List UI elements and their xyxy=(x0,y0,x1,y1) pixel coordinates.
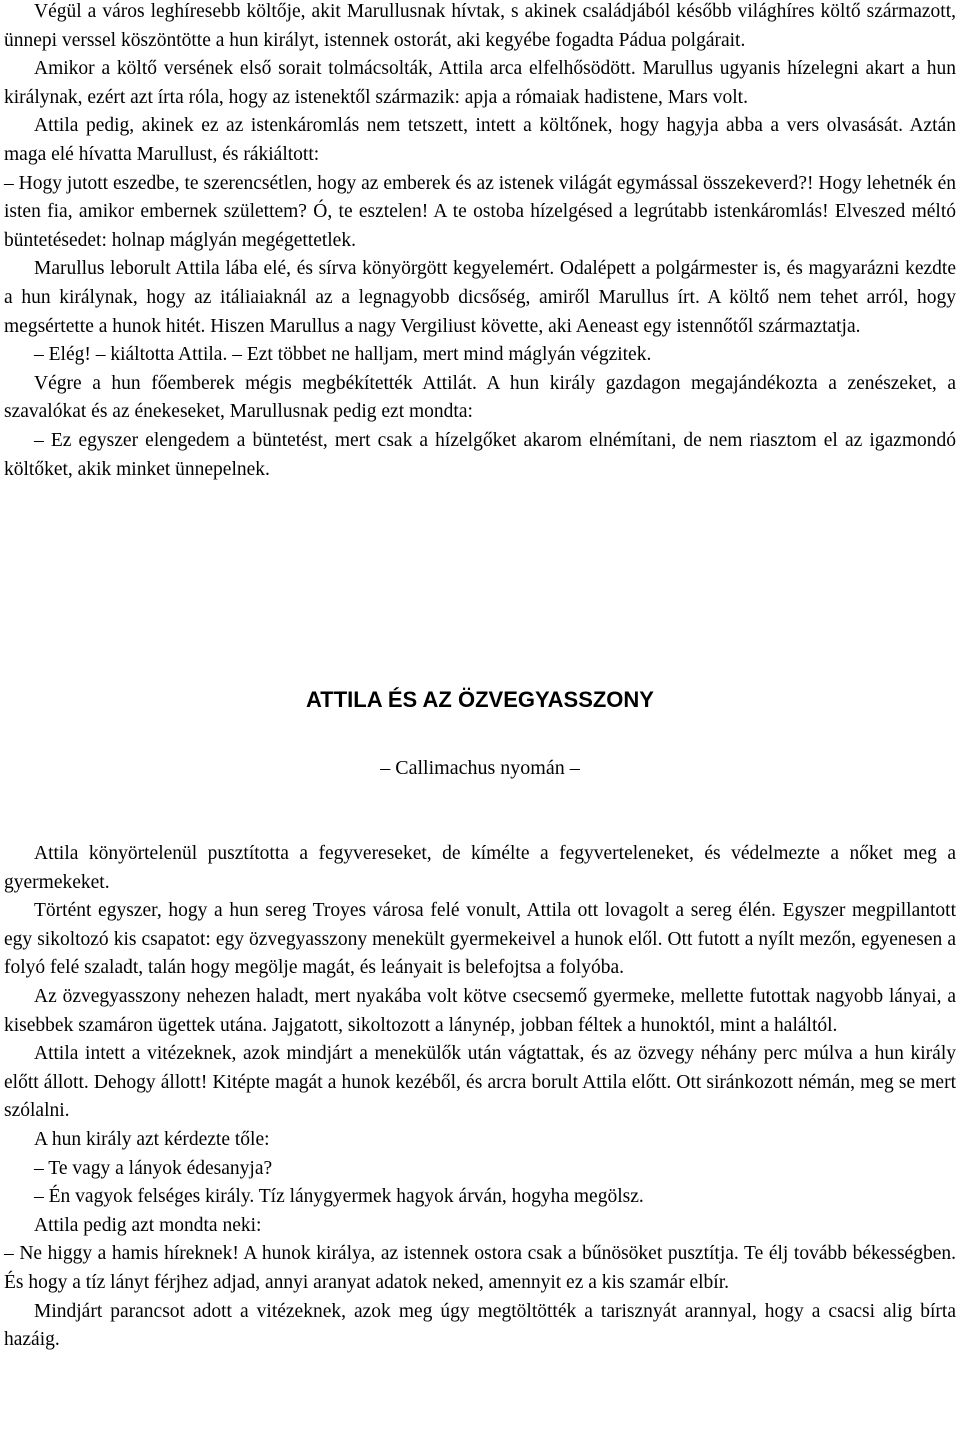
dialogue-paragraph: – Ne higgy a hamis híreknek! A hunok királya, az istennek ostora csak a bűnösöket pusztítja. Te élj tovább békességben. És hogy a tíz lányt férjhez adjad, annyi aranyat adatok neked, amennyit ez a kis szamár elbír. xyxy=(4,1243,956,1293)
paragraph: Történt egyszer, hogy a hun sereg Troyes városa felé vonult, Attila ott lovagolt a sereg élén. Egyszer megpillantott egy sikoltozó kis csapatot: egy özvegyasszony menekült gyermekeivel a hunok elől. Ott futott a nyílt mezőn, egyenesen a folyó felé szaladt, talán hogy megölje magát, és leányait is belefojtsa a folyóba. xyxy=(4,900,956,979)
dialogue-paragraph: – Hogy jutott eszedbe, te szerencsétlen, hogy az emberek és az istenek világát egymással összekeverd?! Hogy lehetnék én isten fia, amikor embernek születtem? Ó, te esztelen! A te ostoba hízelgésed a legrútabb istenkáromlás! Elveszed méltó büntetésedet: holnap máglyán megégettetlek. xyxy=(4,172,956,251)
dialogue-paragraph: – Ez egyszer elengedem a büntetést, mert csak a hízelgőket akarom elnémítani, de nem riasztom el az igazmondó költőket, akik minket ünnepelnek. xyxy=(4,429,956,480)
paragraph: Végül a város leghíresebb költője, akit Marullusnak hívtak, s akinek családjából később világhíres költő származott, ünnepi verssel köszöntötte a hun királyt, istennek ostorát, aki kegyébe fogadta Pádua polgárait. xyxy=(4,1,956,51)
paragraph: A hun király azt kérdezte tőle: xyxy=(34,1128,270,1150)
paragraph: Amikor a költő versének első sorait tolmácsolták, Attila arca elfelhősödött. Marullus ugyanis hízelegni akart a hun királynak, ezért azt írta róla, hogy az istenektől származik: apja a rómaiak hadistene, Mars volt. xyxy=(4,58,956,108)
paragraph: Végre a hun főemberek mégis megbékítették Attilát. A hun király gazdagon megajándékozta a zenészeket, a szavalókat és az énekeseket, Marullusnak pedig ezt mondta: xyxy=(4,372,956,423)
paragraph: Marullus leborult Attila lába elé, és sírva könyörgött kegyelemért. Odalépett a polgármester is, és magyarázni kezdte a hun királynak, hogy az itáliaiaknál az a legnagyobb dicsőség, amiről Marullus írt. A költő nem tehet arról, hogy megsértette a hunok hitét. Hiszen Marullus a nagy Vergiliust követte, aki Aeneast egy istennőtől származtatja. xyxy=(4,258,956,337)
chapter-subtitle: – Callimachus nyomán – xyxy=(380,757,580,779)
dialogue-paragraph: – Te vagy a lányok édesanyja? xyxy=(34,1157,273,1179)
paragraph: Attila könyörtelenül pusztította a fegyvereseket, de kímélte a fegyverteleneket, és védelmezte a nőket meg a gyermekeket. xyxy=(4,843,956,893)
paragraph: Attila pedig, akinek ez az istenkáromlás nem tetszett, intett a költőnek, hogy hagyja abba a vers olvasását. Aztán maga elé hívatta Marullust, és rákiáltott: xyxy=(4,115,956,165)
dialogue-paragraph: – Elég! – kiáltotta Attila. – Ezt többet ne halljam, mert mind máglyán végzitek. xyxy=(34,344,652,366)
story-section-widow xyxy=(4,840,956,1355)
dialogue-paragraph: – Én vagyok felséges király. Tíz lánygyermek hagyok árván, hogyha megölsz. xyxy=(34,1186,644,1208)
chapter-title: ATTILA ÉS AZ ÖZVEGYASSZONY xyxy=(306,687,654,712)
paragraph: Attila intett a vitézeknek, azok mindjárt a menekülők után vágtattak, és az özvegy néhány perc múlva a hun király előtt állott. Dehogy állott! Kitépte magát a hunok kezéből, és arcra borult Attila előtt. Ott siránkozott némán, meg se mert szólalni. xyxy=(4,1043,956,1122)
paragraph: Mindjárt parancsot adott a vitézeknek, azok meg úgy megtöltötték a tarisznyát arannyal, hogy a csacsi alig bírta hazáig. xyxy=(4,1300,956,1351)
paragraph: Attila pedig azt mondta neki: xyxy=(34,1214,262,1236)
story-section-marullus xyxy=(4,0,956,484)
paragraph: Az özvegyasszony nehezen haladt, mert nyakába volt kötve csecsemő gyermeke, mellette futottak nagyobb lányai, a kisebbek szamáron ügettek utána. Jajgatott, sikoltozott a lánynép, jobban féltek a hunoktól, mint a haláltól. xyxy=(4,985,956,1036)
